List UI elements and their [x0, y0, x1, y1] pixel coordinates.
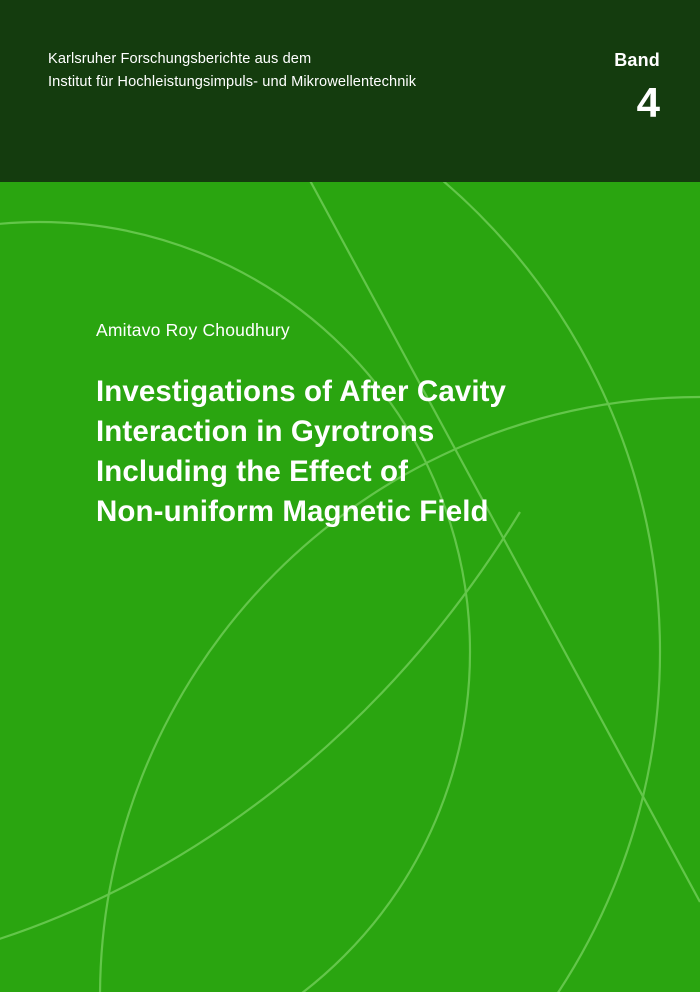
- series-title-line-1: Karlsruher Forschungsberichte aus dem: [48, 51, 312, 67]
- title-line-4: Non-uniform Magnetic Field: [96, 495, 489, 528]
- book-title: [96, 372, 656, 532]
- band-label: Band: [614, 50, 660, 70]
- cover-header-band: [0, 0, 700, 182]
- band-number: 4: [636, 79, 660, 126]
- series-title-line-2: Institut für Hochleistungsimpuls- und Mikrowellentechnik: [48, 74, 417, 90]
- cover-body: [0, 182, 700, 992]
- title-line-2: Interaction in Gyrotrons: [96, 415, 435, 448]
- series-title: [48, 48, 568, 94]
- title-line-1: Investigations of After Cavity: [96, 375, 507, 408]
- title-line-3: Including the Effect of: [96, 455, 409, 488]
- author-name: Amitavo Roy Choudhury: [96, 320, 290, 340]
- decorative-arcs-graphic: [0, 182, 700, 992]
